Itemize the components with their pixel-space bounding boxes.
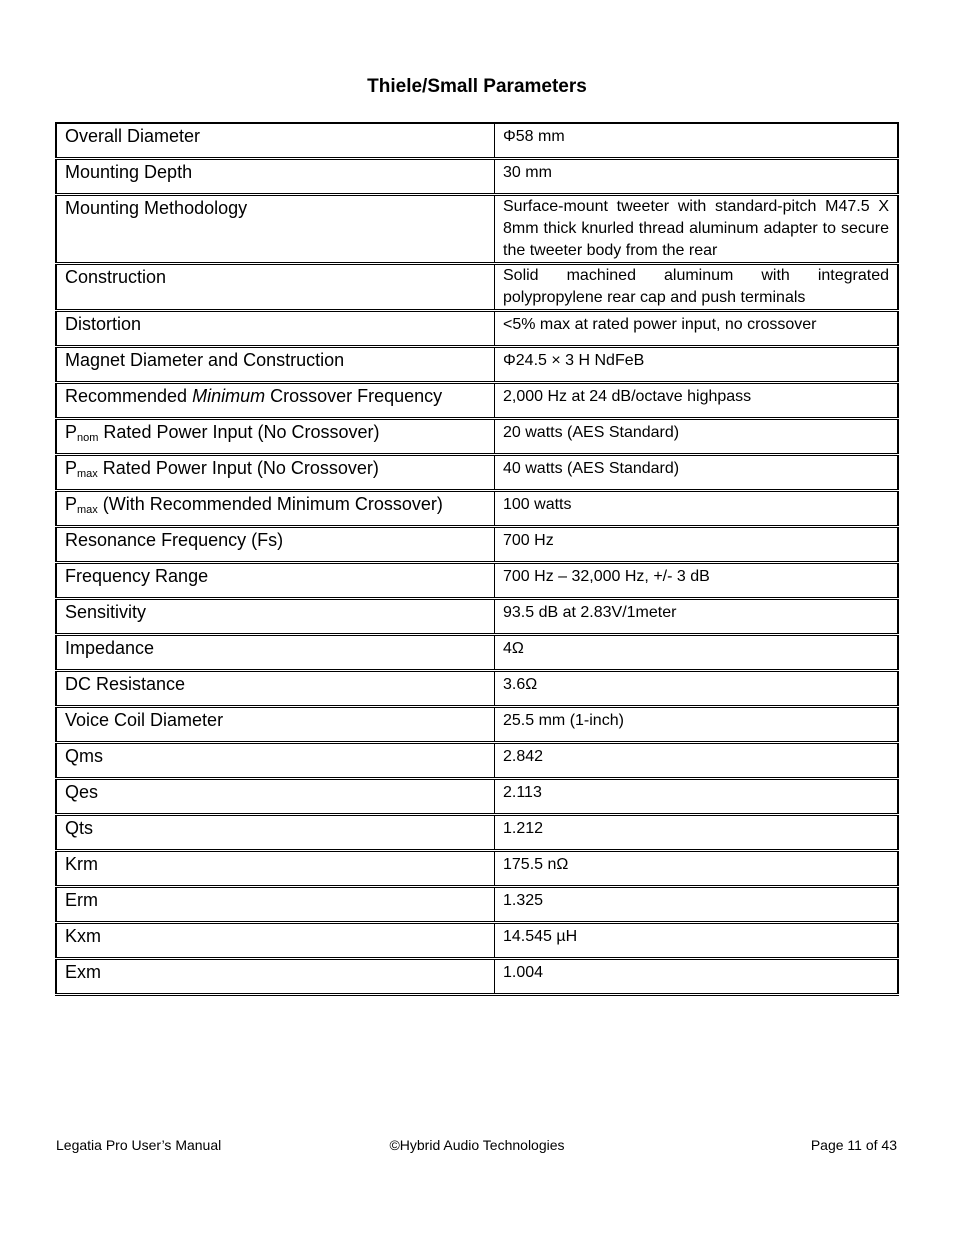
label-symbol: P	[65, 494, 78, 514]
table-row	[56, 779, 898, 815]
param-label	[56, 419, 495, 455]
label-subscript: max	[77, 504, 98, 516]
param-value: <5% max at rated power input, no crossover	[495, 311, 899, 347]
param-label	[56, 455, 495, 491]
param-label	[56, 491, 495, 527]
param-label: Mounting Depth	[56, 159, 495, 195]
table-row	[56, 707, 898, 743]
parameters-table	[55, 122, 899, 996]
param-value: 20 watts (AES Standard)	[495, 419, 899, 455]
param-label: Qms	[56, 743, 495, 779]
table-row	[56, 671, 898, 707]
param-value: 30 mm	[495, 159, 899, 195]
param-label: DC Resistance	[56, 671, 495, 707]
label-text: Rated Power Input (No Crossover)	[97, 458, 379, 478]
param-value: 1.004	[495, 959, 899, 995]
footer-manual-title: Legatia Pro User’s Manual	[56, 1137, 222, 1153]
table-row	[56, 195, 898, 264]
param-value: 14.545 µH	[495, 923, 899, 959]
param-value: 40 watts (AES Standard)	[495, 455, 899, 491]
label-symbol: P	[65, 422, 78, 442]
param-value: 93.5 dB at 2.83V/1meter	[495, 599, 899, 635]
table-row	[56, 455, 898, 491]
label-subscript: nom	[77, 432, 99, 444]
param-value: 25.5 mm (1-inch)	[495, 707, 899, 743]
label-text: Crossover Frequency	[265, 386, 443, 406]
param-label: Erm	[56, 887, 495, 923]
param-label: Krm	[56, 851, 495, 887]
param-label: Voice Coil Diameter	[56, 707, 495, 743]
param-label: Qes	[56, 779, 495, 815]
param-value: 100 watts	[495, 491, 899, 527]
param-value: 700 Hz	[495, 527, 899, 563]
param-value: 1.325	[495, 887, 899, 923]
label-text: Rated Power Input (No Crossover)	[98, 422, 380, 442]
param-value: 3.6Ω	[495, 671, 899, 707]
table-row	[56, 599, 898, 635]
param-label: Overall Diameter	[56, 123, 495, 159]
param-label	[56, 383, 495, 419]
param-value: Surface-mount tweeter with standard-pitch M47.5 X 8mm thick knurled thread aluminum adapter to secure the tweeter body from the rear	[495, 195, 899, 264]
table-row	[56, 743, 898, 779]
param-label: Kxm	[56, 923, 495, 959]
table-row	[56, 159, 898, 195]
table-row	[56, 635, 898, 671]
table-row	[56, 123, 898, 159]
param-value: Solid machined aluminum with integrated polypropylene rear cap and push terminals	[495, 264, 899, 311]
param-label: Resonance Frequency (Fs)	[56, 527, 495, 563]
param-value: Φ24.5 × 3 H NdFeB	[495, 347, 899, 383]
label-text: Recommended	[65, 386, 193, 406]
param-label: Qts	[56, 815, 495, 851]
label-emphasis: Minimum	[192, 386, 266, 406]
table-row	[56, 851, 898, 887]
table-row	[56, 563, 898, 599]
param-label: Sensitivity	[56, 599, 495, 635]
label-subscript: max	[77, 468, 98, 480]
param-label: Distortion	[56, 311, 495, 347]
param-value: Φ58 mm	[495, 123, 899, 159]
param-value: 175.5 nΩ	[495, 851, 899, 887]
table-row	[56, 815, 898, 851]
table-row	[56, 347, 898, 383]
table-row	[56, 527, 898, 563]
table-row	[56, 311, 898, 347]
table-row	[56, 419, 898, 455]
param-label: Exm	[56, 959, 495, 995]
param-value: 2,000 Hz at 24 dB/octave highpass	[495, 383, 899, 419]
param-value: 700 Hz – 32,000 Hz, +/- 3 dB	[495, 563, 899, 599]
table-row	[56, 923, 898, 959]
param-value: 1.212	[495, 815, 899, 851]
table-row	[56, 491, 898, 527]
param-label: Frequency Range	[56, 563, 495, 599]
param-value: 2.113	[495, 779, 899, 815]
param-label: Impedance	[56, 635, 495, 671]
param-value: 2.842	[495, 743, 899, 779]
table-row	[56, 887, 898, 923]
param-label: Construction	[56, 264, 495, 311]
param-label: Mounting Methodology	[56, 195, 495, 264]
label-text: (With Recommended Minimum Crossover)	[97, 494, 443, 514]
label-symbol: P	[65, 458, 78, 478]
table-row	[56, 383, 898, 419]
table-row	[56, 264, 898, 311]
footer-copyright: ©Hybrid Audio Technologies	[389, 1137, 565, 1153]
page-title: Thiele/Small Parameters	[367, 76, 587, 97]
param-value: 4Ω	[495, 635, 899, 671]
param-label: Magnet Diameter and Construction	[56, 347, 495, 383]
footer-page-number: Page 11 of 43	[810, 1137, 897, 1153]
table-row	[56, 959, 898, 995]
